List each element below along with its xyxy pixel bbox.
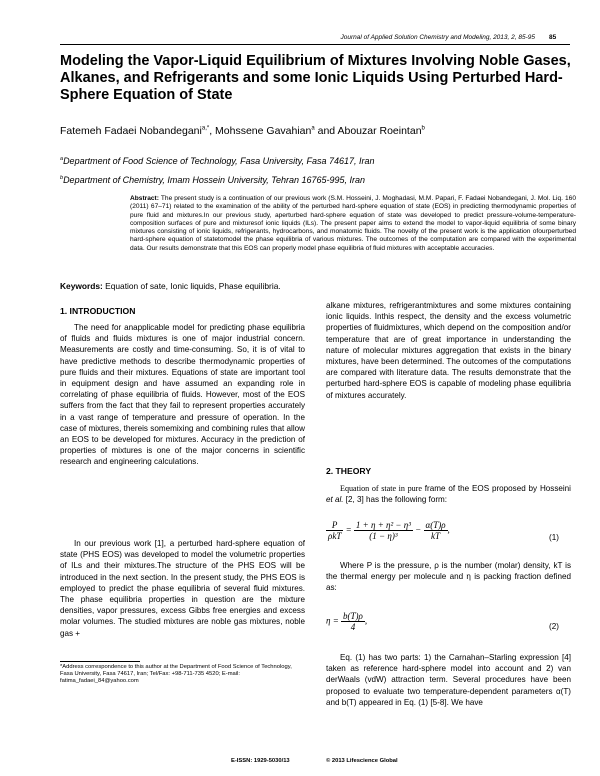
section-introduction-heading: 1. INTRODUCTION xyxy=(60,306,136,316)
eq1-equals: = xyxy=(345,524,352,535)
author-1-sup: a,* xyxy=(201,125,210,132)
equation-2 xyxy=(326,611,526,632)
abstract xyxy=(130,195,576,253)
correspondence-footnote: *Address correspondence to this author at the Department of Food Science of Technology, Fasa University, Fasa 74617, Iran; Tel/Fax: +98-711-735 4520; E-mail: fatima_fadaei_84@yahoo.com xyxy=(60,664,292,685)
keywords-text: Equation of sate, Ionic liquids, Phase equilibria. xyxy=(102,281,281,291)
paper-title: Modeling the Vapor-Liquid Equilibrium of Mixtures Involving Noble Gases, Alkanes, and Refrigerants and some Ionic Liquids Using Perturbed Hard-Sphere Equation of State xyxy=(60,53,571,103)
eq1-mid-num: 1 + η + η² − η³ xyxy=(355,520,411,530)
abstract-text: The present study is a continuation of our previous work (S.M. Hosseini, J. Moghadasi, M.M. Papari, F. Fadaei Nobandegani, J. Mol. Liq. 160 (2011) 67–71) related to the examination of the ability of the perturbed hard-sphere equation of state (EOS) in predicting thermodynamic properties of pure fluid and mixtures.In our previous study, aperturbed hard-sphere equation of state was developed to predict pressure-volume-temperature-composition surfaces of pure and mixturesof ionic liquids (ILs). The present paper aims to extend the model to vapor-liquid equilibria of some binary mixtures consisting of ionic liquids, refrigerants, hydrocarbons, and monatomic fluids. The novelty of the present work is the application ofourperturbed hard-sphere equation of statetomodel the phase equilibria of various mixtures. The outcomes of the computation are compared with the experimental data. Our results demonstrate that this EOS can properly model phase equilibria of fluid mixtures with acceptable accuracies. xyxy=(130,195,576,252)
author-3-sup: b xyxy=(421,125,425,132)
section-theory-heading: 2. THEORY xyxy=(326,466,372,476)
affiliation-a xyxy=(60,156,580,166)
equation-1 xyxy=(326,520,571,541)
theory-paragraph-3 xyxy=(326,652,571,708)
eq1-rhs-den: kT xyxy=(431,531,441,541)
authors xyxy=(60,125,580,137)
keywords xyxy=(60,281,580,291)
eq2-den: 4 xyxy=(350,622,356,632)
header-divider xyxy=(60,44,570,45)
equation-2-number: (2) xyxy=(549,622,559,631)
affiliation-b-sup: b xyxy=(60,175,64,181)
eq1-rhs xyxy=(424,520,448,541)
author-1: Fatemeh Fadaei Nobandegani xyxy=(60,125,202,137)
theory-paragraph-2 xyxy=(326,560,571,594)
copyright: © 2013 Lifescience Global xyxy=(326,758,398,764)
eq1-lhs xyxy=(326,520,343,541)
footnote-divider xyxy=(60,661,140,662)
eq2-frac xyxy=(341,611,368,632)
theory-p2-text: Where P is the pressure, ρ is the number (molar) density, kT is the thermal energy per molecule and η is packing fraction defined as: xyxy=(326,561,571,593)
eq1-lhs-num: P xyxy=(326,520,343,531)
intro-paragraph-1 xyxy=(60,322,305,468)
author-2-sup: a xyxy=(311,125,315,132)
eq1-comma: , xyxy=(447,524,450,535)
abstract-label: Abstract: xyxy=(130,195,159,202)
theory-p3-text: Eq. (1) has two parts: 1) the Carnahan–Starling expression [4] taken as reference hard-sphere model into account and 2) van derWaals (vdW) attraction term. Several procedures have been proposed to evaluate two temperature-dependent parameters α(T) and b(T) appeared in Eq. (1) [5-8]. We have xyxy=(326,653,571,707)
theory-p1-serif: Equation of state in pure xyxy=(340,484,422,493)
eq1-lhs-den: ρkT xyxy=(328,531,342,541)
author-sep-1: , Mohssene Gavahian xyxy=(209,125,312,137)
right-paragraph-1 xyxy=(326,300,571,401)
author-sep-2: and Abouzar Roeintan xyxy=(314,125,422,137)
equation-1-number: (1) xyxy=(549,533,559,542)
issn: E-ISSN: 1929-5030/13 xyxy=(231,758,290,764)
affiliation-a-sup: a xyxy=(60,156,64,162)
intro-paragraph-2 xyxy=(60,538,305,639)
affiliation-b xyxy=(60,175,580,185)
eq1-mid-den: (1 − η)³ xyxy=(369,531,398,541)
eq2-num: b(T)ρ xyxy=(343,611,363,621)
keywords-label: Keywords: xyxy=(60,281,103,291)
intro-p2-text: In our previous work [1], a perturbed hard-sphere equation of state (PHS EOS) was developed to model the volumetric properties of ILs and their mixtures.The structure of the PHS EOS will be introduced in the next section. In the present study, the PHS EOS is employed to predict the phase equilibria of several fluid mixtures. The phase equilibria properties in question are the mixture densities, vapor pressures, excess Gibbs free energies and excess molar volumes. The studied mixtures are noble gas mixtures, noble gas + xyxy=(60,539,305,638)
eq1-minus: − xyxy=(415,524,422,535)
intro-p1-text: The need for anapplicable model for predicting phase equilibria of fluids and fluids mixtures is one of major industrial concern. Measurements are costly and time-consuming. So, it is of vital to have predictive methods to describe thermodynamic properties of pure fluids and their mixtures. Equations of state are important tool in equipment design and have assumed an expanding role in correlating of phase equilibria of fluids. However, most of the EOS suffers from the fact that they fail to represent properties accurately in a vast range of temperature and pressure of operation. In the case of mixtures, thereis somemixing and combining rules that allow an EOS to be developed for mixtures. Accuracy in the prediction of properties of mixtures is one of the major concerns in scientific research and engineering calculations. xyxy=(60,323,305,467)
right-p1-text: alkane mixtures, refrigerantmixtures and some mixtures containing ionic liquids. Inthis respect, the density and the excess volumetric properties of fluidmixtures, which depend on the composition and/or temperature that are of great importance in understanding the nature of molecular mixtures aggregation that exists in the binary mixtures, have been determined. The outcomes of the computations are compared with literature data. The results demonstrate that the perturbed hard-sphere EOS is capable of modeling phase equilibria of mixtures accurately. xyxy=(326,301,571,400)
eq1-mid xyxy=(354,520,413,541)
eq1-rhs-num: α(T)ρ xyxy=(425,520,446,530)
journal-header: Journal of Applied Solution Chemistry and Modeling, 2013, 2, 85-95 xyxy=(340,34,535,41)
affiliation-b-text: Department of Chemistry, Imam Hossein University, Tehran 16765-995, Iran xyxy=(63,175,366,185)
theory-p1-b: [2, 3] has the following form: xyxy=(343,495,448,505)
affiliation-a-text: Department of Food Science of Technology, Fasa University, Fasa 74617, Iran xyxy=(63,156,375,166)
theory-paragraph-1 xyxy=(326,483,571,505)
eq2-lhs: η = xyxy=(326,615,339,626)
eq2-comma: , xyxy=(364,615,368,626)
page-number: 85 xyxy=(549,34,557,41)
theory-p1-etal: et al. xyxy=(326,495,344,505)
theory-p1-a: frame of the EOS proposed by Hosseini xyxy=(421,484,571,493)
